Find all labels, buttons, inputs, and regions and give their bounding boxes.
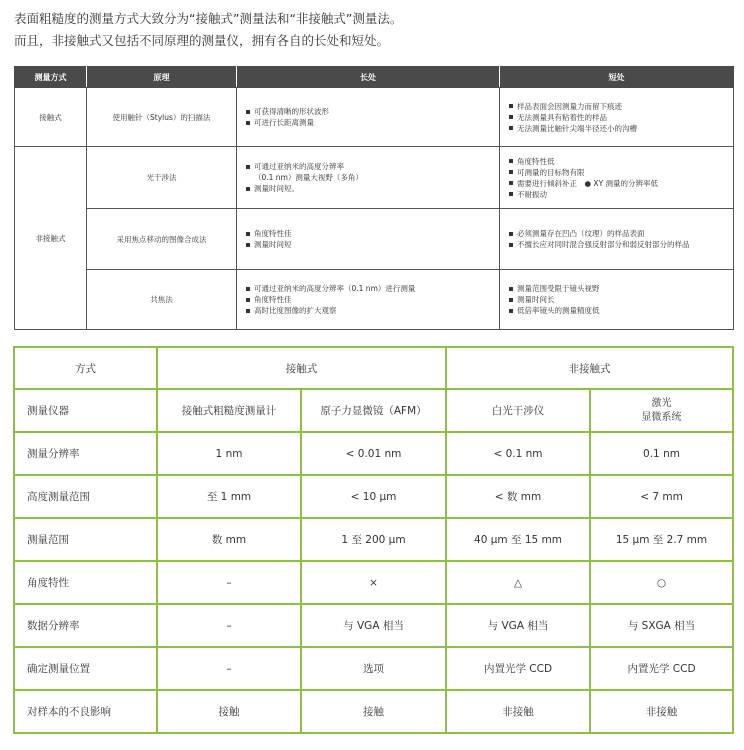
row-label: 高度测量范围 (14, 475, 157, 518)
principle-cell: 使用触针（Stylus）的扫描法 (87, 88, 237, 147)
list-item: 测量时间短。 (246, 183, 498, 194)
header-cons: 短处 (500, 67, 734, 88)
list-item: 测量时间长 (509, 294, 732, 305)
table-cell: 原子力显微镜（AFM） (301, 389, 446, 432)
list-item: 可进行长距离测量 (246, 117, 498, 128)
cons-cell (500, 209, 734, 270)
table-cell: 与 VGA 相当 (446, 604, 590, 647)
table-row (14, 561, 733, 604)
list-item: 测量范围受限于镜头视野 (509, 283, 732, 294)
list-item: （0.1 nm）测量大视野（多角） (254, 173, 363, 182)
table-row (14, 518, 733, 561)
table-cell: < 10 μm (301, 475, 446, 518)
list-item: 测量时间短 (246, 239, 498, 250)
table-cell: 至 1 mm (157, 475, 301, 518)
table-cell: 0.1 nm (590, 432, 733, 475)
header-noncontact: 非接触式 (446, 347, 733, 389)
cons-cell (500, 270, 734, 330)
method-cell: 接触式 (15, 88, 87, 147)
table-header-row (15, 67, 734, 88)
table-cell: 1 nm (157, 432, 301, 475)
cons-cell (500, 88, 734, 147)
list-item: 不擅长应对同时混合强反射部分和弱反射部分的样品 (509, 239, 732, 250)
list-item: 可通过亚纳米的高度分辨率 (246, 161, 498, 172)
table-row (14, 475, 733, 518)
table-cell: < 数 mm (446, 475, 590, 518)
header-method: 测量方式 (15, 67, 87, 88)
table-cell: 15 μm 至 2.7 mm (590, 518, 733, 561)
row-label: 数据分辨率 (14, 604, 157, 647)
list-item: 样品表面会因测量力而留下痕迹 (509, 101, 732, 112)
list-item: 角度特性佳 (246, 228, 498, 239)
pros-cell (237, 270, 500, 330)
table-row (15, 270, 734, 330)
table-row (14, 432, 733, 475)
table-cell: – (157, 647, 301, 690)
table-cell: 非接触 (446, 690, 590, 733)
laser-line-2: 显微系统 (641, 411, 682, 423)
table-row (14, 604, 733, 647)
header-principle: 原理 (87, 67, 237, 88)
table-row (15, 147, 734, 209)
principle-cell: 光干涉法 (87, 147, 237, 209)
table-row (14, 647, 733, 690)
table-cell: 40 μm 至 15 mm (446, 518, 590, 561)
table-row (14, 690, 733, 733)
table-cell: 与 SXGA 相当 (590, 604, 733, 647)
row-label: 测量分辨率 (14, 432, 157, 475)
table-cell: × (301, 561, 446, 604)
list-item: 角度特性佳 (246, 294, 498, 305)
table-cell: 非接触 (590, 690, 733, 733)
list-item: 角度特性低 (509, 156, 732, 167)
list-item: 低倍率镜头的测量精度低 (509, 305, 732, 316)
method-cell: 非接触式 (15, 147, 87, 330)
row-label: 测量仪器 (14, 389, 157, 432)
header-pros: 长处 (237, 67, 500, 88)
principle-cell: 共焦法 (87, 270, 237, 330)
row-label: 确定测量位置 (14, 647, 157, 690)
table-cell: 内置光学 CCD (446, 647, 590, 690)
table-cell: 接触 (301, 690, 446, 733)
list-item: 可通过亚纳米的高度分辨率（0.1 nm）进行测量 (246, 283, 498, 294)
table-cell: 数 mm (157, 518, 301, 561)
table-cell (590, 389, 733, 432)
header-method: 方式 (14, 347, 157, 389)
table-cell: 接触式粗糙度测量计 (157, 389, 301, 432)
list-item: 不耐振动 (509, 189, 732, 200)
table-cell: 白光干涉仪 (446, 389, 590, 432)
cons-cell (500, 147, 734, 209)
table-cell: 接触 (157, 690, 301, 733)
table-row (15, 209, 734, 270)
pros-cell (237, 209, 500, 270)
table-row (15, 88, 734, 147)
table-cell: 与 VGA 相当 (301, 604, 446, 647)
table-cell: 内置光学 CCD (590, 647, 733, 690)
intro-text (14, 8, 402, 52)
list-item: 可测量的目标物有限 (509, 167, 732, 178)
pros-cell (237, 88, 500, 147)
list-item: 无法测量具有粘着性的样品 (509, 112, 732, 123)
table-cell: < 0.01 nm (301, 432, 446, 475)
list-item: 高时比度图像的扩大观察 (246, 305, 498, 316)
list-item: 需要进行倾斜补正 ● XY 测量的分辨率低 (509, 178, 732, 189)
intro-line-2: 而且，非接触式又包括不同原理的测量仪，拥有各自的长处和短处。 (14, 33, 390, 48)
table-cell: < 7 mm (590, 475, 733, 518)
table-cell: < 0.1 nm (446, 432, 590, 475)
table-header-row (14, 347, 733, 389)
intro-line-1: 表面粗糙度的测量方式大致分为“接触式”测量法和“非接触式”测量法。 (14, 11, 403, 26)
pros-cell (237, 147, 500, 209)
row-label: 对样本的不良影响 (14, 690, 157, 733)
laser-line-1: 激光 (651, 397, 672, 409)
comparison-table-principles (14, 66, 734, 330)
list-item: 无法测量比触针尖端半径还小的沟槽 (509, 123, 732, 134)
table-cell: ○ (590, 561, 733, 604)
table-cell: 选项 (301, 647, 446, 690)
table-cell: △ (446, 561, 590, 604)
table-cell: – (157, 604, 301, 647)
row-label: 测量范围 (14, 518, 157, 561)
row-label: 角度特性 (14, 561, 157, 604)
list-item: 必须测量存在凹凸（纹理）的样品表面 (509, 228, 732, 239)
table-row (14, 389, 733, 432)
list-item: 可获得清晰的形状波形 (246, 106, 498, 117)
comparison-table-instruments (13, 346, 734, 734)
table-cell: 1 至 200 μm (301, 518, 446, 561)
table-cell: – (157, 561, 301, 604)
header-contact: 接触式 (157, 347, 446, 389)
principle-cell: 采用焦点移动的图像合成法 (87, 209, 237, 270)
